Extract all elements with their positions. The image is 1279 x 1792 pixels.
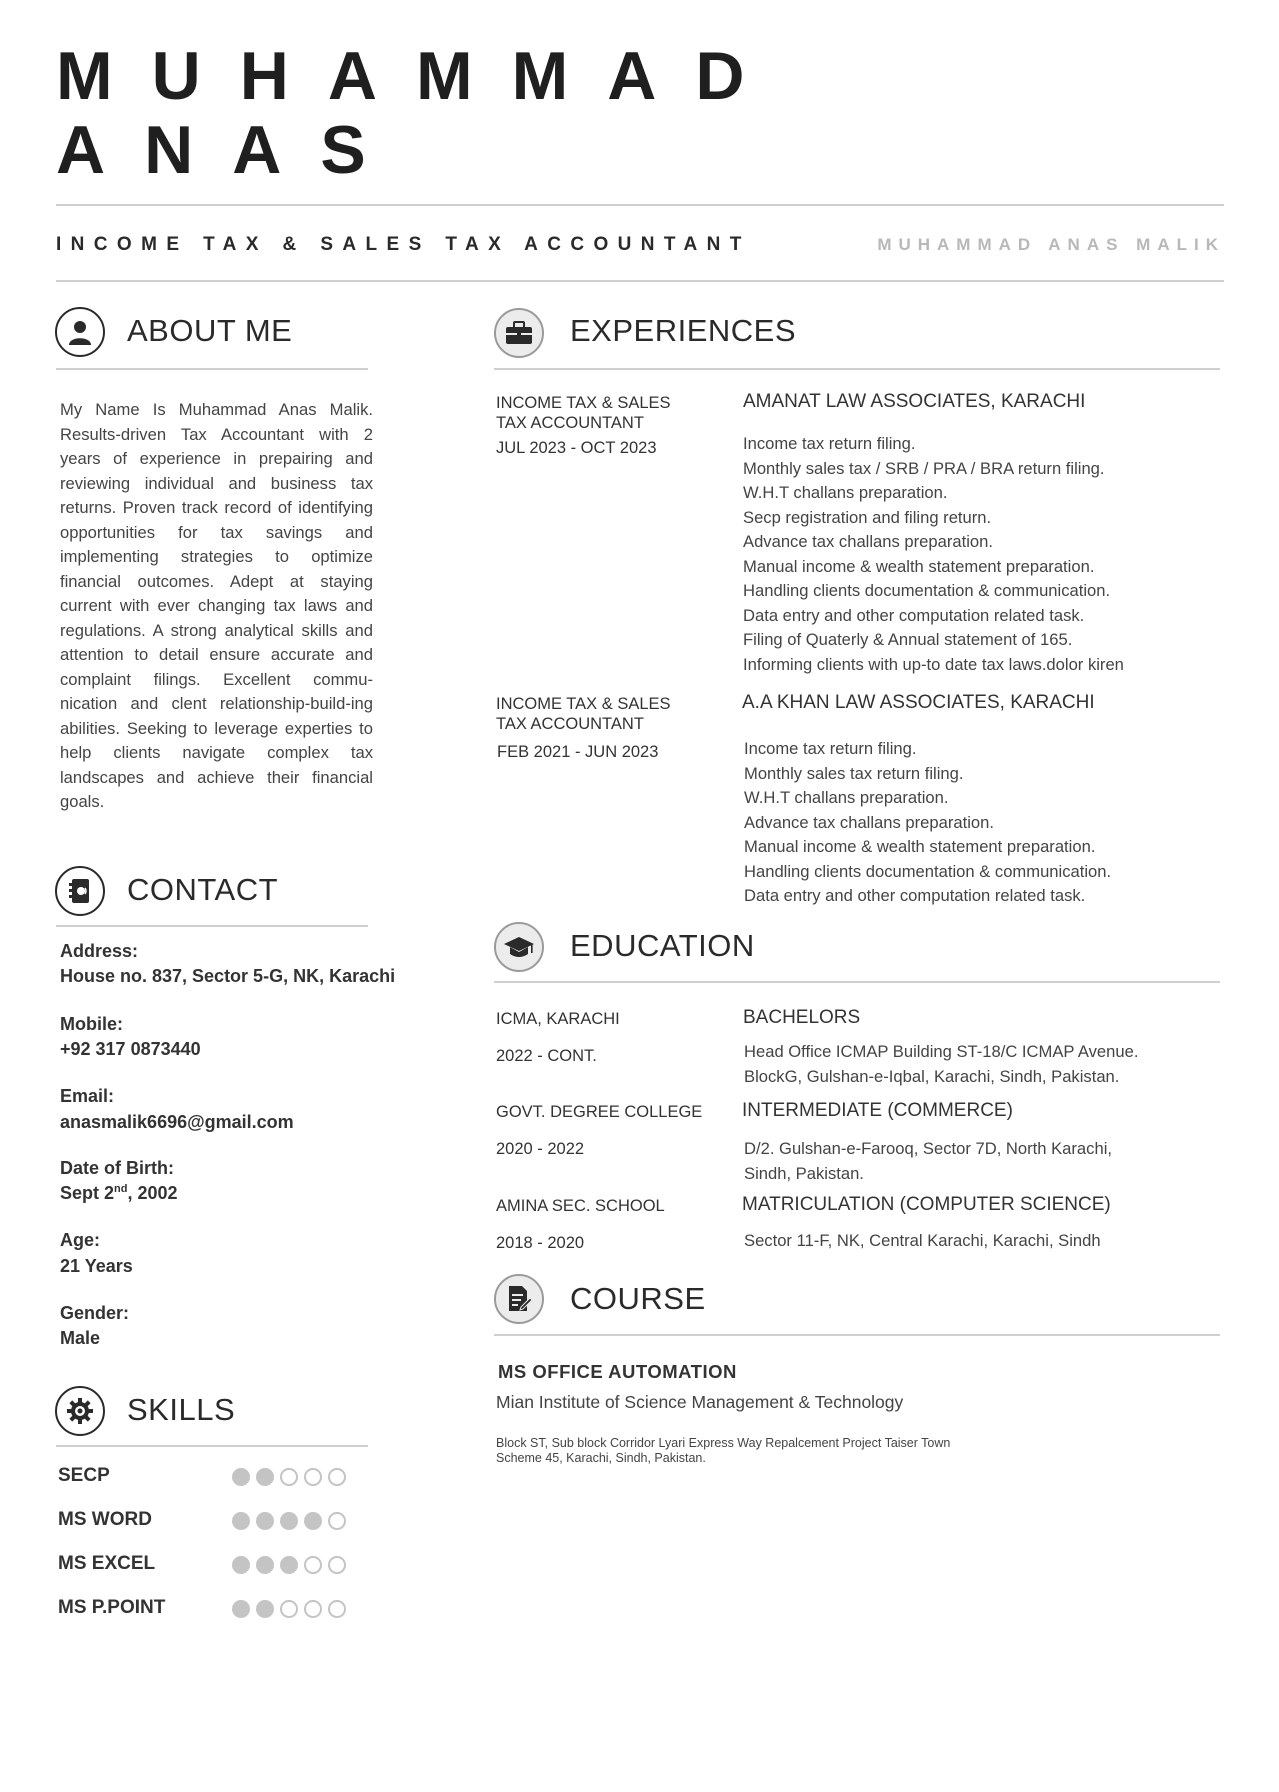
duty-item: Advance tax challans preparation. (744, 812, 994, 832)
skill-name: SECP (58, 1465, 110, 1486)
skills-title: SKILLS (127, 1392, 236, 1427)
first-name: MUHAMMAD (56, 38, 784, 114)
edu3-institution: AMINA SEC. SCHOOL (496, 1197, 665, 1215)
rating-dot-filled (256, 1600, 274, 1618)
duty-item: Monthly sales tax / SRB / PRA / BRA return filing. (743, 458, 1105, 478)
duty-item: W.H.T challans preparation. (743, 483, 948, 502)
address-value: House no. 837, Sector 5-G, NK, Karachi (60, 966, 396, 986)
email-label: Email: (60, 1086, 115, 1106)
rating-dot-filled (256, 1468, 274, 1486)
full-name: MUHAMMAD ANAS MALIK (877, 235, 1225, 254)
exp1-company: AMANAT LAW ASSOCIATES, KARACHI (743, 391, 1086, 412)
rating-dot-filled (280, 1512, 298, 1530)
email-value: anasmalik6696@gmail.com (60, 1112, 294, 1132)
edu2-degree: INTERMEDIATE (COMMERCE) (742, 1100, 1013, 1121)
course-rule (494, 1334, 1220, 1336)
skill-rating (232, 1556, 346, 1574)
exp1-duties (743, 432, 1124, 677)
course-title: COURSE (570, 1281, 706, 1316)
exp2-role-line2: TAX ACCOUNTANT (496, 715, 644, 733)
rating-dot-empty (280, 1600, 298, 1618)
edu1-institution: ICMA, KARACHI (496, 1010, 620, 1028)
edu3-detail: Sector 11-F, NK, Central Karachi, Karachi, Sindh (744, 1231, 1101, 1250)
education-rule (494, 981, 1220, 983)
duty-item: Filing of Quaterly & Annual statement of 165. (743, 630, 1073, 649)
age-label: Age: (60, 1230, 100, 1250)
exp2-dates: FEB 2021 - JUN 2023 (497, 743, 659, 761)
address-label: Address: (60, 941, 139, 961)
edu1-detail: Head Office ICMAP Building ST-18/C ICMAP Avenue. BlockG, Gulshan-e-Iqbal, Karachi, Sindh, Pakistan. (744, 1042, 1139, 1086)
dob-label: Date of Birth: (60, 1158, 174, 1178)
edu1-degree: BACHELORS (743, 1007, 861, 1028)
edu2-institution: GOVT. DEGREE COLLEGE (496, 1103, 703, 1121)
rating-dot-filled (232, 1556, 250, 1574)
exp2-company: A.A KHAN LAW ASSOCIATES, KARACHI (742, 692, 1095, 713)
dob-value: Sept 2nd, 2002 (60, 1183, 178, 1203)
duty-item: Handling clients documentation & communication. (744, 861, 1112, 881)
exp1-role-line2: TAX ACCOUNTANT (496, 414, 644, 432)
exp2-duties (744, 737, 1111, 909)
mobile-value: +92 317 0873440 (60, 1039, 201, 1059)
duty-item: Data entry and other computation related task. (743, 605, 1085, 625)
course-institute: Mian Institute of Science Management & Technology (496, 1392, 904, 1412)
edu1-dates: 2022 - CONT. (496, 1047, 597, 1065)
duty-item: Monthly sales tax return filing. (744, 763, 964, 783)
edu2-detail: D/2. Gulshan-e-Farooq, Sector 7D, North Karachi, Sindh, Pakistan. (744, 1139, 1112, 1183)
age-value: 21 Years (60, 1256, 133, 1276)
rating-dot-empty (304, 1600, 322, 1618)
last-name: ANAS (56, 112, 405, 188)
course-address: Block ST, Sub block Corridor Lyari Express Way Repalcement Project Taiser Town Scheme 45, Karachi, Sindh, Pakistan. (496, 1436, 951, 1465)
skill-name: MS WORD (58, 1509, 152, 1530)
edu3-dates: 2018 - 2020 (496, 1234, 585, 1252)
rating-dot-empty (328, 1512, 346, 1530)
about-rule (56, 368, 368, 370)
duty-item: Income tax return filing. (743, 434, 916, 453)
address-book-icon (55, 866, 105, 916)
rating-dot-filled (232, 1512, 250, 1530)
exp1-role-line1: INCOME TAX & SALES (496, 394, 671, 412)
rating-dot-empty (304, 1468, 322, 1486)
rating-dot-filled (256, 1512, 274, 1530)
contact-rule (56, 925, 368, 927)
duty-item: Manual income & wealth statement preparation. (743, 556, 1095, 576)
rating-dot-filled (232, 1600, 250, 1618)
gender-label: Gender: (60, 1303, 130, 1323)
mobile-label: Mobile: (60, 1014, 123, 1034)
rating-dot-empty (328, 1468, 346, 1486)
rating-dot-filled (256, 1556, 274, 1574)
briefcase-icon (494, 308, 544, 358)
duty-item: Informing clients with up-to date tax laws.dolor kiren (743, 654, 1124, 674)
skill-name: MS P.POINT (58, 1597, 166, 1618)
rating-dot-empty (304, 1556, 322, 1574)
education-title: EDUCATION (570, 928, 755, 963)
edu2-dates: 2020 - 2022 (496, 1140, 585, 1158)
about-title: ABOUT ME (127, 313, 293, 348)
duty-item: Secp registration and filing return. (743, 507, 992, 527)
skills-rule (56, 1445, 368, 1447)
rating-dot-filled (304, 1512, 322, 1530)
duty-item: Income tax return filing. (744, 739, 917, 758)
header-bottom-rule (56, 280, 1224, 282)
rating-dot-filled (280, 1556, 298, 1574)
exp1-dates: JUL 2023 - OCT 2023 (496, 439, 657, 457)
about-text: My Name Is Muhammad Anas Malik. Results-driven Tax Accountant with 2 years of experience in prepairing and reviewing individual and business tax returns. Proven track record of identifying opportunities for tax savings and implementing strategies to optimize financial outcomes. Adept at staying current with ever changing tax laws and regulations. A strong analytical skills and attention to detail ensure accurate and complaint filings. Excellent commu-nication and clent relationship-build-ing abilities. Seeking to leverage experties to help clients navigate complex tax landscapes and achieve their financial goals. (60, 400, 373, 811)
skill-rating (232, 1600, 346, 1618)
duty-item: Advance tax challans preparation. (743, 532, 993, 551)
gear-icon (55, 1386, 105, 1436)
edu3-degree: MATRICULATION (COMPUTER SCIENCE) (742, 1194, 1111, 1215)
rating-dot-empty (328, 1556, 346, 1574)
skill-rating (232, 1468, 346, 1486)
course-name: MS OFFICE AUTOMATION (498, 1361, 737, 1382)
rating-dot-empty (328, 1600, 346, 1618)
person-icon (55, 307, 105, 357)
duty-item: W.H.T challans preparation. (744, 788, 949, 807)
duty-item: Data entry and other computation related task. (744, 886, 1086, 905)
header-top-rule (56, 204, 1224, 206)
rating-dot-empty (280, 1468, 298, 1486)
skill-rating (232, 1512, 346, 1530)
duty-item: Handling clients documentation & communication. (743, 581, 1111, 600)
graduation-cap-icon (494, 922, 544, 972)
experiences-rule (494, 368, 1220, 370)
duty-item: Manual income & wealth statement preparation. (744, 837, 1096, 856)
exp2-role-line1: INCOME TAX & SALES (496, 695, 671, 713)
document-edit-icon (494, 1274, 544, 1324)
skill-name: MS EXCEL (58, 1553, 156, 1574)
rating-dot-filled (232, 1468, 250, 1486)
job-title: INCOME TAX & SALES TAX ACCOUNTANT (56, 234, 751, 255)
gender-value: Male (60, 1328, 101, 1348)
experiences-title: EXPERIENCES (570, 313, 797, 348)
contact-title: CONTACT (127, 872, 279, 907)
